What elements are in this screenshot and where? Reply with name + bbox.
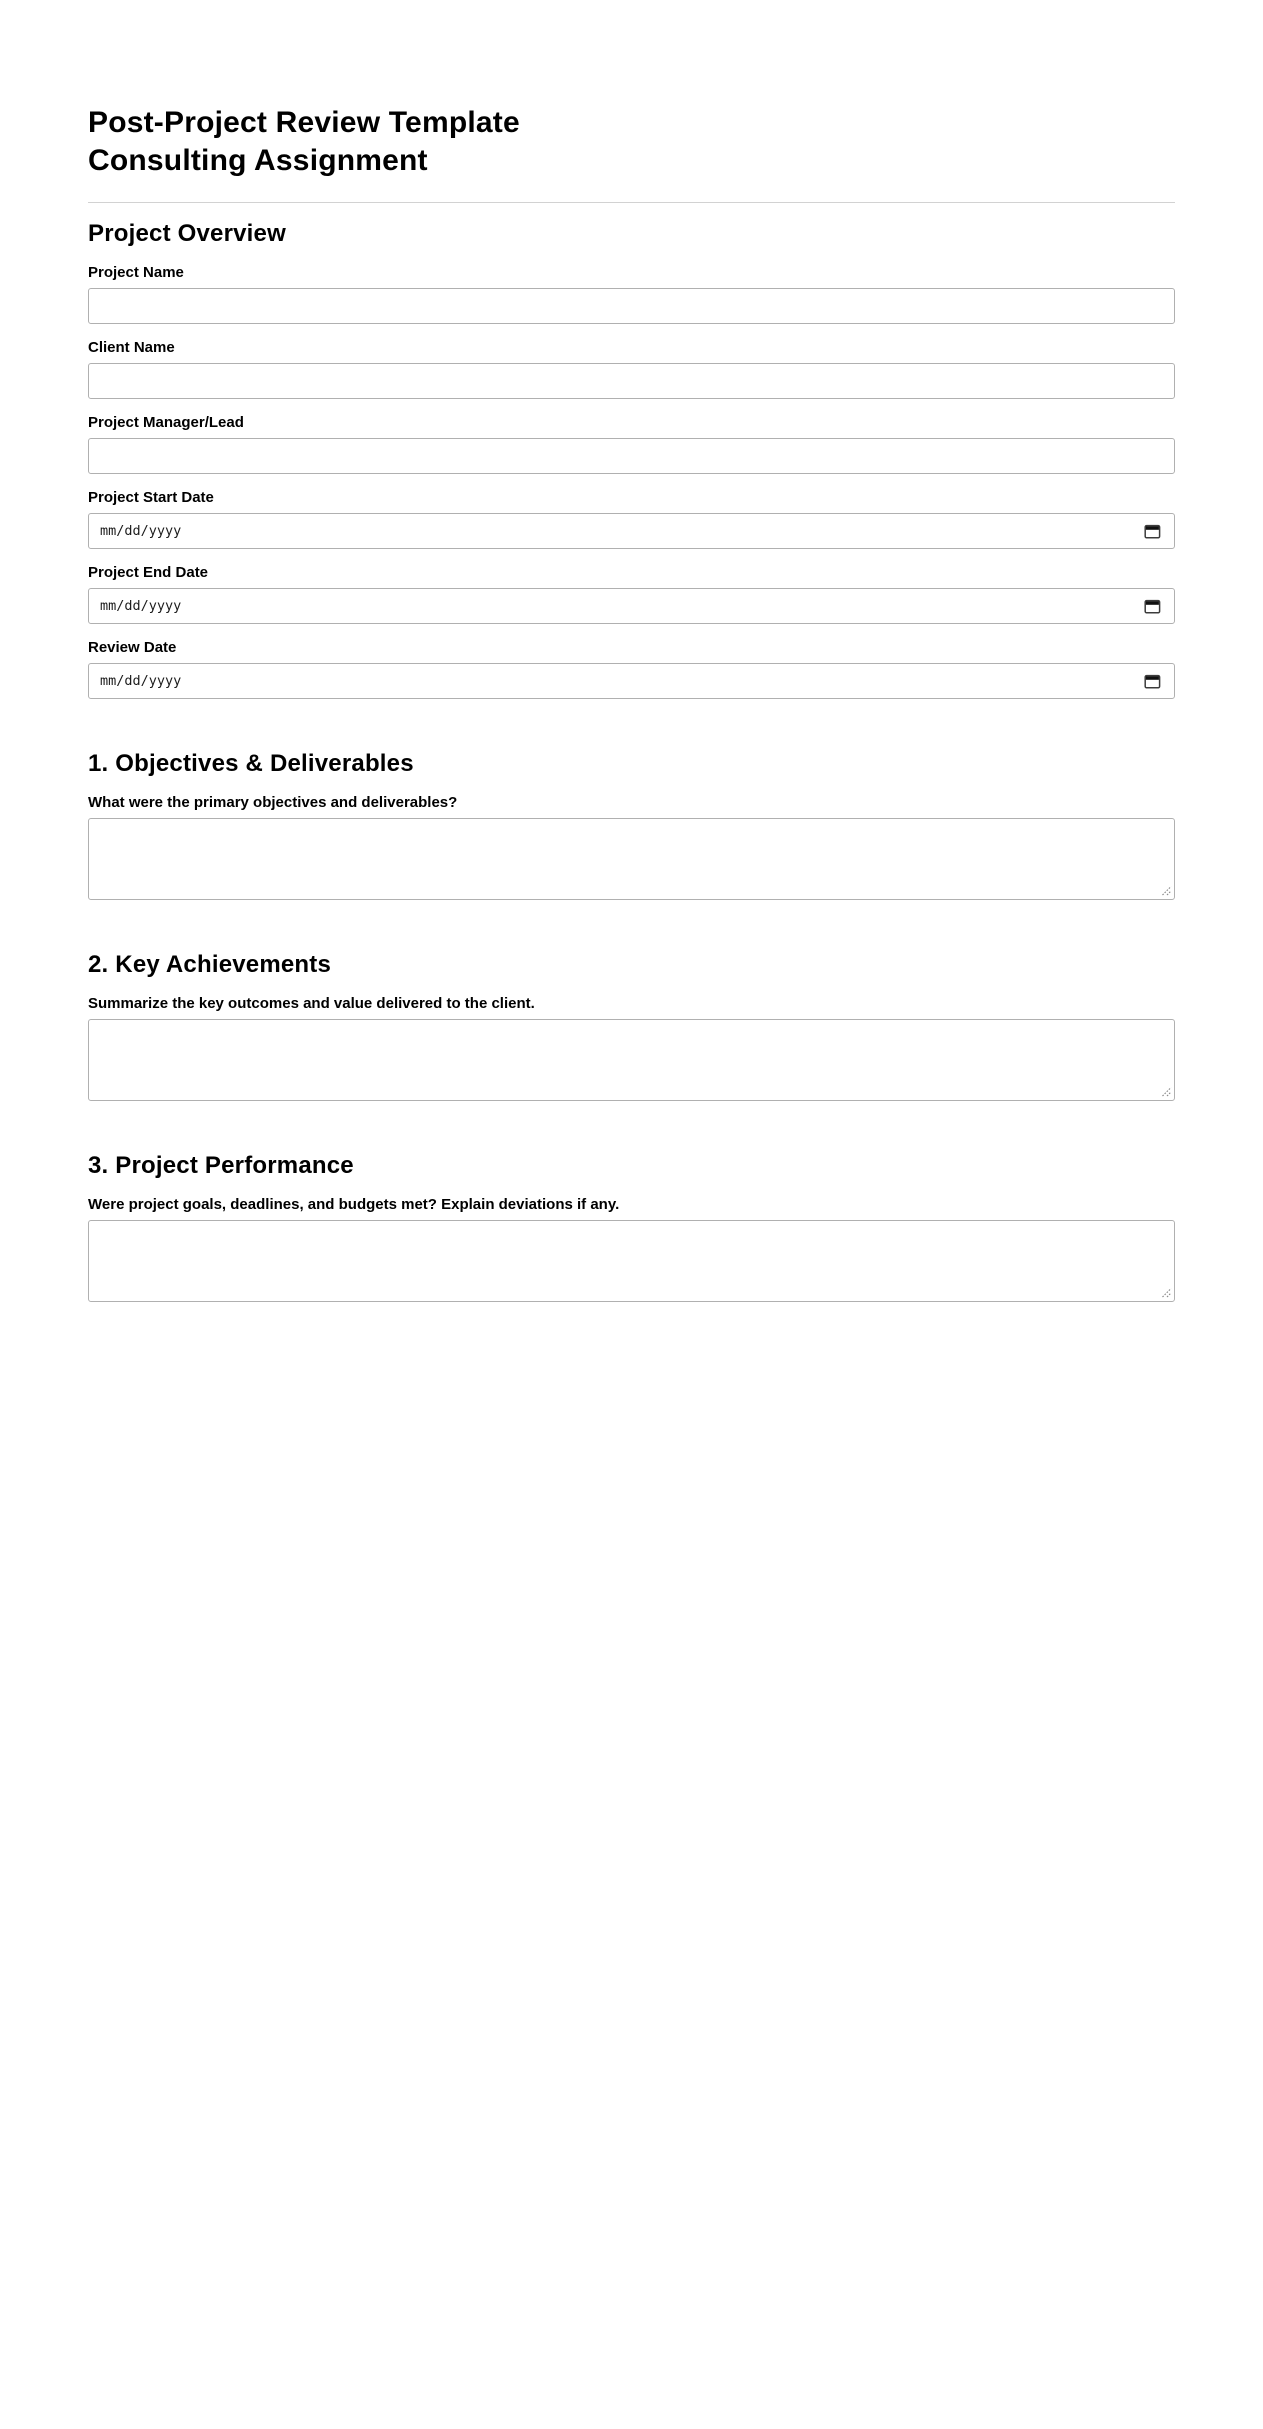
field-project-manager — [88, 414, 1175, 474]
objectives-answer-textarea[interactable] — [88, 818, 1175, 900]
field-client-name — [88, 339, 1175, 399]
project-start-date-input[interactable] — [88, 513, 1175, 549]
field-review-date — [88, 639, 1175, 699]
objectives-heading: 1. Objectives & Deliverables — [88, 750, 414, 777]
performance-heading: 3. Project Performance — [88, 1152, 354, 1179]
review-date-input[interactable] — [88, 663, 1175, 699]
project-end-date-input[interactable] — [88, 588, 1175, 624]
achievements-answer-wrap — [88, 1019, 1175, 1101]
date-placeholder: mm/dd/yyyy — [100, 598, 182, 614]
field-project-end-date — [88, 564, 1175, 624]
objectives-answer-wrap — [88, 818, 1175, 900]
achievements-heading: 2. Key Achievements — [88, 951, 332, 978]
date-placeholder: mm/dd/yyyy — [100, 523, 182, 539]
section-key-achievements — [88, 950, 1175, 1101]
performance-answer-textarea[interactable] — [88, 1220, 1175, 1302]
page-title-line1: Post-Project Review Template — [88, 106, 520, 139]
calendar-icon[interactable] — [1144, 598, 1161, 614]
client-name-label: Client Name — [88, 339, 175, 356]
project-name-input[interactable] — [88, 288, 1175, 324]
project-start-date-label: Project Start Date — [88, 489, 214, 506]
calendar-icon[interactable] — [1144, 673, 1161, 689]
date-placeholder: mm/dd/yyyy — [100, 673, 182, 689]
review-date-label: Review Date — [88, 639, 177, 656]
achievements-answer-textarea[interactable] — [88, 1019, 1175, 1101]
project-manager-label: Project Manager/Lead — [88, 414, 244, 431]
calendar-icon[interactable] — [1144, 523, 1161, 539]
field-project-start-date — [88, 489, 1175, 549]
achievements-question: Summarize the key outcomes and value delivered to the client. — [88, 995, 535, 1012]
overview-heading: Project Overview — [88, 220, 286, 247]
field-project-name — [88, 264, 1175, 324]
title-divider — [88, 202, 1175, 203]
project-name-label: Project Name — [88, 264, 184, 281]
page-title — [88, 104, 1175, 180]
performance-answer-wrap — [88, 1220, 1175, 1302]
page-title-line2: Consulting Assignment — [88, 144, 428, 177]
overview-fields — [88, 264, 1175, 699]
section-project-performance — [88, 1151, 1175, 1302]
objectives-question: What were the primary objectives and deliverables? — [88, 794, 458, 811]
section-objectives-deliverables — [88, 749, 1175, 900]
project-manager-input[interactable] — [88, 438, 1175, 474]
performance-question: Were project goals, deadlines, and budgets met? Explain deviations if any. — [88, 1196, 620, 1213]
post-project-review-form — [88, 0, 1175, 1302]
project-end-date-label: Project End Date — [88, 564, 209, 581]
client-name-input[interactable] — [88, 363, 1175, 399]
